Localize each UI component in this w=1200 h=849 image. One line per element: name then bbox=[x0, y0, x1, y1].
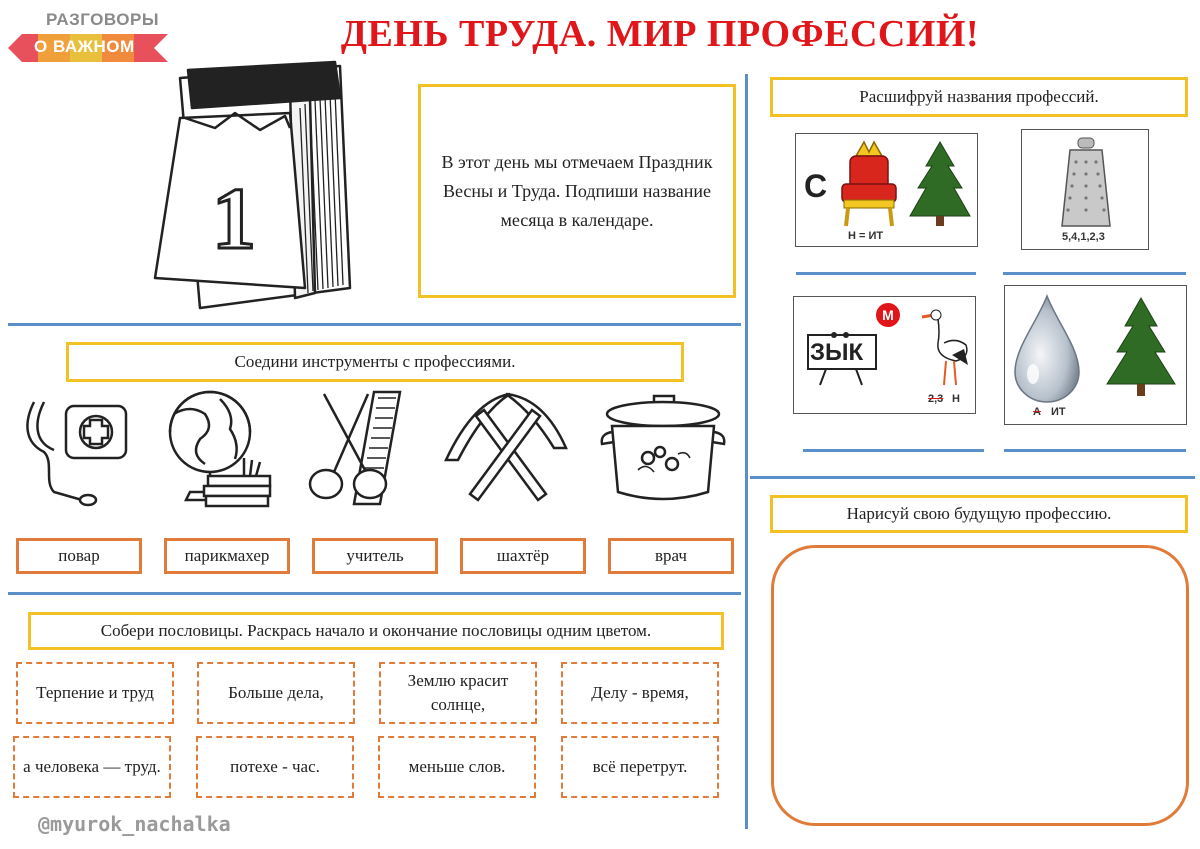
proverb-card bbox=[378, 736, 536, 798]
answer-line[interactable] bbox=[803, 449, 984, 452]
proverb-card bbox=[197, 662, 355, 724]
divider-right bbox=[750, 476, 1195, 479]
profession-box-2 bbox=[164, 538, 290, 574]
proverb-text: потехе - час. bbox=[230, 757, 320, 776]
answer-line[interactable] bbox=[796, 272, 976, 275]
badge-letter: М bbox=[882, 307, 894, 323]
stork-icon bbox=[916, 303, 974, 389]
divider-left-1 bbox=[8, 323, 741, 326]
profession-box-5 bbox=[608, 538, 734, 574]
scissors-comb-icon bbox=[304, 384, 416, 512]
draw-heading: Нарисуй свою будущую профессию. bbox=[846, 504, 1112, 523]
profession-label: парикмахер bbox=[184, 546, 270, 565]
answer-line[interactable] bbox=[1004, 449, 1186, 452]
puzzle-hint: Н = ИТ bbox=[848, 230, 884, 242]
puzzle-card-1 bbox=[795, 133, 978, 247]
puzzle-word: ЗЫК bbox=[810, 339, 864, 366]
drawing-area[interactable] bbox=[771, 545, 1189, 826]
proverb-text: а человека — труд. bbox=[23, 757, 161, 776]
tools-heading: Соедини инструменты с профессиями. bbox=[234, 352, 516, 371]
intro-box bbox=[418, 84, 736, 298]
proverb-text: Землю красит солнце, bbox=[407, 671, 509, 714]
doctor-kit-icon bbox=[24, 392, 134, 512]
proverb-card bbox=[561, 736, 719, 798]
proverb-card bbox=[379, 662, 537, 724]
answer-line[interactable] bbox=[1003, 272, 1186, 275]
cooking-pot-icon bbox=[598, 392, 728, 504]
divider-left-2 bbox=[8, 592, 741, 595]
proverb-card bbox=[13, 736, 171, 798]
watermark: @myurok_nachalka bbox=[38, 812, 231, 836]
proverbs-heading-box bbox=[28, 612, 724, 650]
page-title: ДЕНЬ ТРУДА. МИР ПРОФЕССИЙ! bbox=[340, 13, 980, 55]
letter-badge bbox=[876, 303, 900, 327]
proverb-text: Делу - время, bbox=[591, 683, 689, 702]
throne-icon bbox=[838, 138, 900, 230]
intro-text: В этот день мы отмечаем Праздник Весны и Труда. Подпиши название месяца в календаре. bbox=[441, 151, 713, 230]
proverb-text: всё перетрут. bbox=[592, 757, 688, 776]
puzzle-card-4 bbox=[1004, 285, 1187, 425]
puzzle-hint: 5,4,1,2,3 bbox=[1062, 231, 1105, 243]
fir-tree-icon bbox=[1105, 296, 1177, 400]
calendar-digit: 1 bbox=[212, 171, 256, 268]
logo-top-text: РАЗГОВОРЫ bbox=[46, 10, 159, 29]
puzzle-hint-crossed: А bbox=[1033, 406, 1041, 418]
profession-box-4 bbox=[460, 538, 586, 574]
proverb-text: Терпение и труд bbox=[36, 683, 154, 702]
profession-box-1 bbox=[16, 538, 142, 574]
pickaxes-icon bbox=[444, 390, 568, 502]
tear-off-calendar-icon bbox=[140, 58, 360, 318]
draw-heading-box bbox=[770, 495, 1188, 533]
grater-icon bbox=[1060, 136, 1112, 228]
fir-tree-icon bbox=[908, 140, 972, 230]
puzzle-hint-letter: Н bbox=[952, 393, 960, 405]
puzzle-card-2 bbox=[1021, 129, 1149, 250]
puzzles-heading: Расшифруй названия профессий. bbox=[859, 87, 1099, 106]
profession-label: учитель bbox=[346, 546, 404, 565]
proverb-text: меньше слов. bbox=[408, 757, 506, 776]
profession-label: шахтёр bbox=[496, 546, 550, 565]
profession-label: врач bbox=[655, 546, 687, 565]
puzzles-heading-box bbox=[770, 77, 1188, 117]
proverbs-heading: Собери пословицы. Раскрась начало и окончание пословицы одним цветом. bbox=[100, 621, 652, 640]
proverb-card bbox=[561, 662, 719, 724]
puzzle-hint-digits: 2,3 bbox=[928, 393, 944, 405]
profession-box-3 bbox=[312, 538, 438, 574]
puzzle-hint-rest: ИТ bbox=[1051, 406, 1066, 418]
water-drop-icon bbox=[1011, 292, 1083, 404]
vertical-divider bbox=[745, 74, 748, 829]
profession-label: повар bbox=[58, 546, 100, 565]
proverb-card bbox=[16, 662, 174, 724]
proverb-card bbox=[196, 736, 354, 798]
logo-bottom-text: О ВАЖНОМ bbox=[34, 37, 135, 56]
tools-heading-box bbox=[66, 342, 684, 382]
proverb-text: Больше дела, bbox=[228, 683, 324, 702]
globe-books-icon bbox=[160, 384, 280, 514]
puzzle-letter: С bbox=[804, 168, 828, 204]
puzzle-card-3 bbox=[793, 296, 976, 414]
